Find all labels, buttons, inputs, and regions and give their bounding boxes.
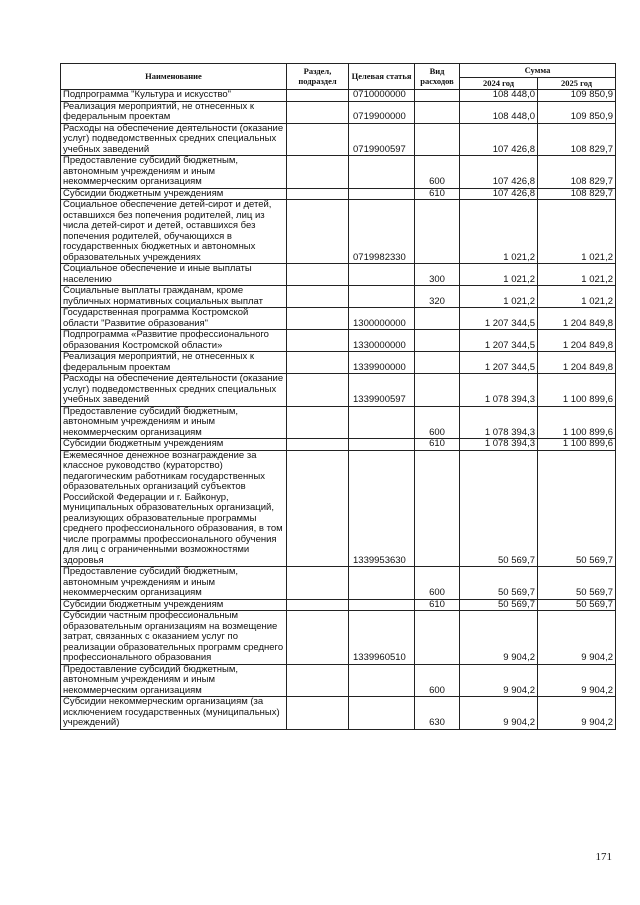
header-section: Раздел, подраздел xyxy=(287,64,349,90)
row-section-cell xyxy=(287,611,349,665)
row-section-cell xyxy=(287,697,349,730)
row-expense-type-cell: 300 xyxy=(415,264,460,286)
header-sum: Сумма xyxy=(460,64,616,78)
table-row xyxy=(61,599,616,611)
row-target-cell xyxy=(349,439,415,451)
row-sum-2025-cell: 108 829,7 xyxy=(538,188,616,200)
budget-table xyxy=(60,63,616,730)
row-expense-type-cell: 600 xyxy=(415,664,460,697)
row-name-cell: Государственная программа Костромской области "Развитие образования" xyxy=(61,308,287,330)
row-sum-2024-cell: 1 078 394,3 xyxy=(460,406,538,439)
row-name-cell: Предоставление субсидий бюджетным, автономным учреждениям и иным некоммерческим организациям xyxy=(61,567,287,600)
row-target-cell xyxy=(349,567,415,600)
row-expense-type-cell: 320 xyxy=(415,286,460,308)
row-name-cell: Подпрограмма «Развитие профессионального образования Костромской области» xyxy=(61,330,287,352)
row-sum-2024-cell: 9 904,2 xyxy=(460,611,538,665)
row-target-cell: 1330000000 xyxy=(349,330,415,352)
row-expense-type-cell xyxy=(415,374,460,407)
table-row xyxy=(61,264,616,286)
table-row xyxy=(61,101,616,123)
row-expense-type-cell xyxy=(415,123,460,156)
row-name-cell: Субсидии некоммерческим организациям (за исключением государственных (муниципальных) учреждений) xyxy=(61,697,287,730)
row-target-cell xyxy=(349,286,415,308)
row-sum-2025-cell: 1 021,2 xyxy=(538,264,616,286)
row-expense-type-cell xyxy=(415,611,460,665)
row-name-cell: Расходы на обеспечение деятельности (оказание услуг) подведомственных средних специальных учебных заведений xyxy=(61,123,287,156)
row-sum-2024-cell: 50 569,7 xyxy=(460,567,538,600)
row-section-cell xyxy=(287,439,349,451)
row-target-cell xyxy=(349,697,415,730)
row-name-cell: Субсидии бюджетным учреждениям xyxy=(61,599,287,611)
row-expense-type-cell: 610 xyxy=(415,599,460,611)
row-section-cell xyxy=(287,308,349,330)
row-target-cell: 0719900000 xyxy=(349,101,415,123)
header-year-2024: 2024 год xyxy=(460,78,538,90)
row-target-cell: 1339960510 xyxy=(349,611,415,665)
row-sum-2025-cell: 50 569,7 xyxy=(538,567,616,600)
row-section-cell xyxy=(287,156,349,189)
table-row xyxy=(61,156,616,189)
row-sum-2025-cell: 108 829,7 xyxy=(538,156,616,189)
row-section-cell xyxy=(287,450,349,567)
row-section-cell xyxy=(287,352,349,374)
row-section-cell xyxy=(287,286,349,308)
row-expense-type-cell xyxy=(415,450,460,567)
row-section-cell xyxy=(287,264,349,286)
row-sum-2024-cell: 1 021,2 xyxy=(460,264,538,286)
row-sum-2024-cell: 1 207 344,5 xyxy=(460,352,538,374)
table-row xyxy=(61,406,616,439)
row-expense-type-cell xyxy=(415,308,460,330)
row-name-cell: Реализация мероприятий, не отнесенных к федеральным проектам xyxy=(61,352,287,374)
row-expense-type-cell: 600 xyxy=(415,567,460,600)
row-expense-type-cell xyxy=(415,101,460,123)
row-name-cell: Предоставление субсидий бюджетным, автономным учреждениям и иным некоммерческим организациям xyxy=(61,156,287,189)
row-section-cell xyxy=(287,406,349,439)
row-sum-2024-cell: 50 569,7 xyxy=(460,599,538,611)
row-name-cell: Подпрограмма "Культура и искусство" xyxy=(61,90,287,102)
row-sum-2025-cell: 109 850,9 xyxy=(538,90,616,102)
row-sum-2025-cell: 1 100 899,6 xyxy=(538,439,616,451)
row-target-cell: 0710000000 xyxy=(349,90,415,102)
row-section-cell xyxy=(287,200,349,264)
row-name-cell: Предоставление субсидий бюджетным, автономным учреждениям и иным некоммерческим организациям xyxy=(61,406,287,439)
row-sum-2024-cell: 1 078 394,3 xyxy=(460,439,538,451)
row-name-cell: Расходы на обеспечение деятельности (оказание услуг) подведомственных средних специальных учебных заведений xyxy=(61,374,287,407)
row-sum-2024-cell: 1 207 344,5 xyxy=(460,308,538,330)
row-sum-2025-cell: 9 904,2 xyxy=(538,664,616,697)
row-sum-2025-cell: 9 904,2 xyxy=(538,697,616,730)
row-sum-2025-cell: 109 850,9 xyxy=(538,101,616,123)
header-name: Наименование xyxy=(61,64,287,90)
row-target-cell: 1339900000 xyxy=(349,352,415,374)
row-sum-2025-cell: 1 100 899,6 xyxy=(538,374,616,407)
row-section-cell xyxy=(287,374,349,407)
row-expense-type-cell: 630 xyxy=(415,697,460,730)
row-name-cell: Предоставление субсидий бюджетным, автономным учреждениям и иным некоммерческим организациям xyxy=(61,664,287,697)
row-target-cell xyxy=(349,664,415,697)
row-sum-2024-cell: 9 904,2 xyxy=(460,664,538,697)
row-expense-type-cell xyxy=(415,352,460,374)
row-sum-2025-cell: 50 569,7 xyxy=(538,599,616,611)
header-year-2025: 2025 год xyxy=(538,78,616,90)
row-target-cell: 1339900597 xyxy=(349,374,415,407)
row-target-cell: 0719982330 xyxy=(349,200,415,264)
row-sum-2025-cell: 1 021,2 xyxy=(538,286,616,308)
table-row xyxy=(61,188,616,200)
row-expense-type-cell: 600 xyxy=(415,406,460,439)
row-name-cell: Социальные выплаты гражданам, кроме публичных нормативных социальных выплат xyxy=(61,286,287,308)
row-section-cell xyxy=(287,123,349,156)
row-target-cell xyxy=(349,188,415,200)
table-row xyxy=(61,450,616,567)
row-expense-type-cell: 600 xyxy=(415,156,460,189)
row-target-cell xyxy=(349,156,415,189)
row-sum-2024-cell: 108 448,0 xyxy=(460,90,538,102)
row-section-cell xyxy=(287,188,349,200)
table-row xyxy=(61,567,616,600)
row-expense-type-cell: 610 xyxy=(415,439,460,451)
table-row xyxy=(61,611,616,665)
row-target-cell: 1339953630 xyxy=(349,450,415,567)
row-section-cell xyxy=(287,101,349,123)
header-expense-type: Вид расходов xyxy=(415,64,460,90)
row-sum-2025-cell: 1 100 899,6 xyxy=(538,406,616,439)
row-sum-2025-cell: 50 569,7 xyxy=(538,450,616,567)
table-row xyxy=(61,439,616,451)
row-section-cell xyxy=(287,330,349,352)
table-row xyxy=(61,352,616,374)
row-expense-type-cell xyxy=(415,90,460,102)
row-sum-2024-cell: 1 078 394,3 xyxy=(460,374,538,407)
row-name-cell: Социальное обеспечение и иные выплаты населению xyxy=(61,264,287,286)
row-sum-2025-cell: 1 204 849,8 xyxy=(538,352,616,374)
row-sum-2025-cell: 1 204 849,8 xyxy=(538,308,616,330)
table-row xyxy=(61,308,616,330)
row-target-cell xyxy=(349,599,415,611)
row-sum-2024-cell: 108 448,0 xyxy=(460,101,538,123)
row-sum-2025-cell: 108 829,7 xyxy=(538,123,616,156)
row-expense-type-cell xyxy=(415,330,460,352)
row-sum-2024-cell: 9 904,2 xyxy=(460,697,538,730)
table-row xyxy=(61,330,616,352)
row-sum-2024-cell: 1 021,2 xyxy=(460,286,538,308)
row-sum-2024-cell: 1 207 344,5 xyxy=(460,330,538,352)
row-section-cell xyxy=(287,599,349,611)
table-row xyxy=(61,286,616,308)
row-section-cell xyxy=(287,90,349,102)
row-sum-2025-cell: 1 204 849,8 xyxy=(538,330,616,352)
row-name-cell: Ежемесячное денежное вознаграждение за классное руководство (кураторство) педагогическим работникам государственных образовательных организаций субъектов Российской Федерации и г. Байконур, муниципальных образовательных организаций, реализующих образовательные программы среднего профессионального образования, в том числе программы профессионального обучения для лиц с ограниченными возможностями здоровья xyxy=(61,450,287,567)
row-sum-2025-cell: 9 904,2 xyxy=(538,611,616,665)
row-sum-2024-cell: 107 426,8 xyxy=(460,156,538,189)
header-target: Целевая статья xyxy=(349,64,415,90)
page-number: 171 xyxy=(595,851,612,863)
table-body xyxy=(61,90,616,730)
row-sum-2024-cell: 1 021,2 xyxy=(460,200,538,264)
row-name-cell: Субсидии бюджетным учреждениям xyxy=(61,439,287,451)
row-section-cell xyxy=(287,664,349,697)
table-row xyxy=(61,200,616,264)
row-sum-2025-cell: 1 021,2 xyxy=(538,200,616,264)
row-name-cell: Субсидии частным профессиональным образовательным организациям на возмещение затрат, связанных с оказанием услуг по реализации образовательных программ среднего профессионального образования xyxy=(61,611,287,665)
row-expense-type-cell xyxy=(415,200,460,264)
row-name-cell: Реализация мероприятий, не отнесенных к федеральным проектам xyxy=(61,101,287,123)
row-target-cell xyxy=(349,264,415,286)
row-target-cell: 0719900597 xyxy=(349,123,415,156)
row-target-cell: 1300000000 xyxy=(349,308,415,330)
row-target-cell xyxy=(349,406,415,439)
table-row xyxy=(61,90,616,102)
row-name-cell: Субсидии бюджетным учреждениям xyxy=(61,188,287,200)
row-section-cell xyxy=(287,567,349,600)
row-sum-2024-cell: 50 569,7 xyxy=(460,450,538,567)
row-sum-2024-cell: 107 426,8 xyxy=(460,188,538,200)
row-sum-2024-cell: 107 426,8 xyxy=(460,123,538,156)
table-row xyxy=(61,697,616,730)
table-row xyxy=(61,374,616,407)
row-name-cell: Социальное обеспечение детей-сирот и детей, оставшихся без попечения родителей, лиц из числа детей-сирот и детей, оставшихся без попечения родителей, обучающихся в государственных бюджетных и автономных образовательных учреждениях xyxy=(61,200,287,264)
row-expense-type-cell: 610 xyxy=(415,188,460,200)
table-row xyxy=(61,123,616,156)
table-row xyxy=(61,664,616,697)
